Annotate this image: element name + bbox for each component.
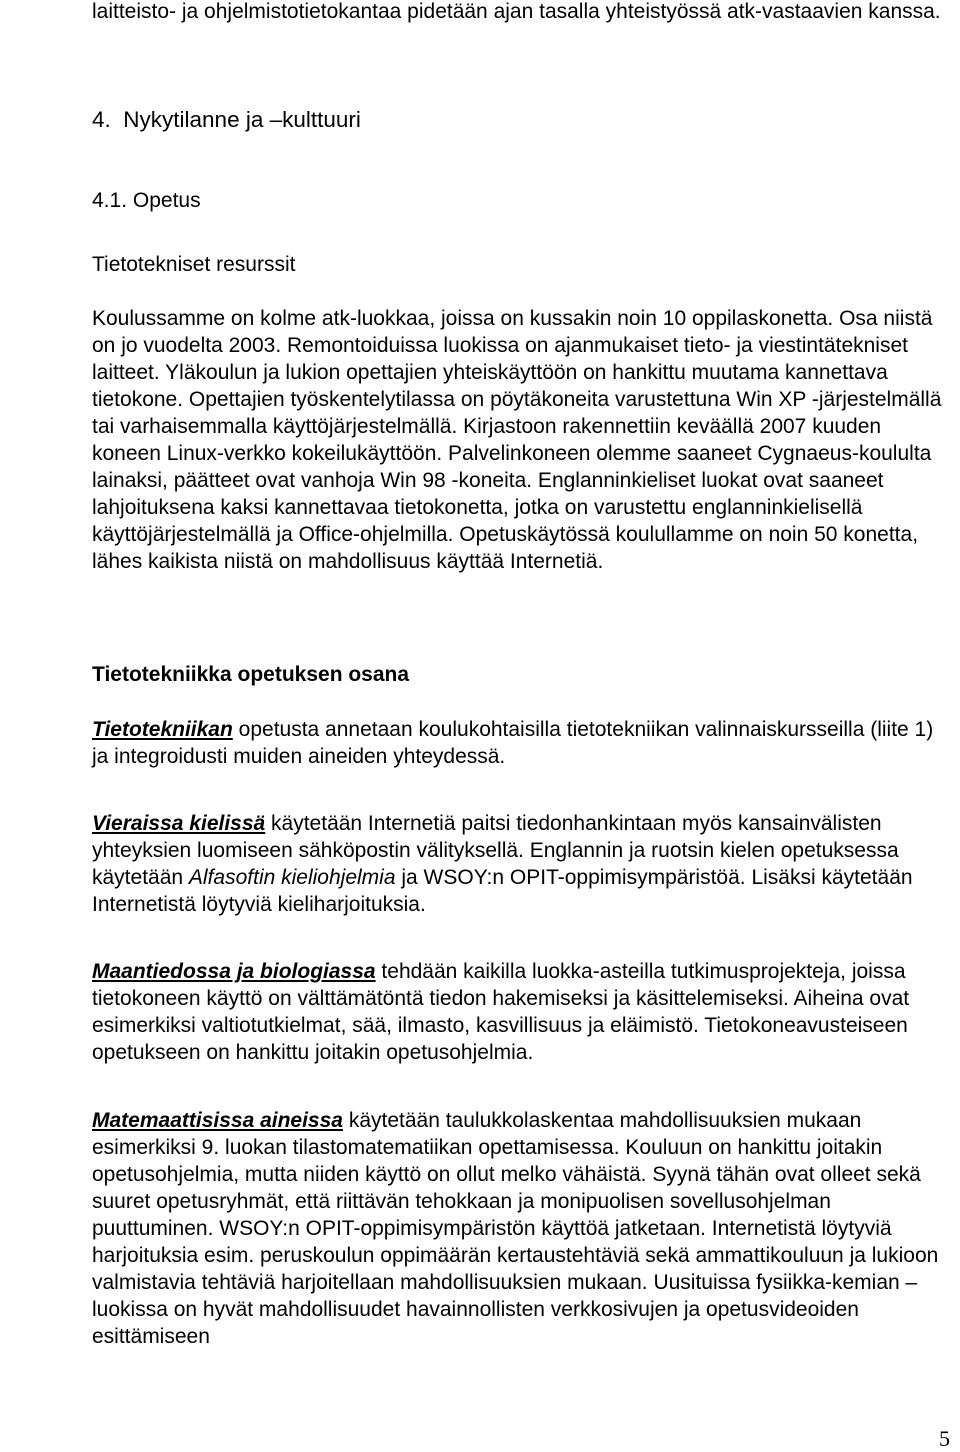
- teaching-paragraph-languages: [92, 810, 944, 918]
- paragraph-text: käytetään Internetiä paitsi tiedonhankintaan myös kansainvälisten yhteyksien luomiseen sähköpostin välityksellä. Englannin ja ruotsin kielen opetuksessa käytetään: [92, 812, 899, 889]
- subsection-heading: [92, 187, 944, 214]
- subject-lead-geography-biology: Maantiedossa ja biologiassa: [92, 960, 376, 983]
- page-number: 5: [939, 1426, 950, 1451]
- teaching-paragraph-geography-biology: [92, 958, 944, 1066]
- paragraph-text: tehdään kaikilla luokka-asteilla tutkimusprojekteja, joissa tietokoneen käyttö on välttämätöntä tiedon hakemiseksi ja käsittelemiseksi. Aiheina ovat esimerkiksi valtiotutkielmat, sää, ilmasto, kasvillisuus ja eläimistö. Tietokoneavusteiseen opetukseen on hankittu joitakin opetusohjelmia.: [92, 960, 910, 1064]
- teaching-paragraph-math: [92, 1107, 944, 1350]
- teaching-paragraph-ict: [92, 716, 944, 770]
- paragraph-text: opetusta annetaan koulukohtaisilla tietotekniikan valinnaiskursseilla (liite 1) ja integroidusti muiden aineiden yhteydessä.: [92, 718, 934, 768]
- software-name: Alfasoftin kieliohjelmia: [188, 866, 396, 889]
- resources-paragraph: Koulussamme on kolme atk-luokkaa, joissa on kussakin noin 10 oppilaskonetta. Osa niistä on jo vuodelta 2003. Remontoiduissa luokissa on ajanmukaiset tieto- ja viestintätekniset laitteet. Yläkoulun ja lukion opettajien yhteiskäyttöön on hankittu muutama kannettava tietokone. Opettajien työskentelytilassa on pöytäkoneita varustettuna Win XP -järjestelmällä tai varhaisemmalla käyttöjärjestelmällä. Kirjastoon rakennettiin keväällä 2007 kuuden koneen Linux-verkko kokeilukäyttöön. Palvelinkoneen olemme saaneet Cygnaeus-koululta lainaksi, päätteet ovat vanhoja Win 98 -koneita. Englanninkieliset luokat ovat saaneet lahjoituksena kaksi kannettavaa tietokonetta, jotka on varustettu englanninkielisellä käyttöjärjestelmällä ja Office-ohjelmilla. Opetuskäytössä koulullamme on noin 50 konetta, lähes kaikista niistä on mahdollisuus käyttää Internetiä.: [92, 307, 942, 573]
- intro-paragraph: laitteisto- ja ohjelmistotietokantaa pidetään ajan tasalla yhteistyössä atk-vastaavien kanssa.: [92, 0, 941, 23]
- paragraph-text: käytetään taulukkolaskentaa mahdollisuuksien mukaan esimerkiksi 9. luokan tilastomatematiikan opettamisessa. Kouluun on hankittu joitakin opetusohjelmia, mutta niiden käyttö on ollut melko vähäistä. Syynä tähän ovat olleet sekä suuret opetusryhmät, että riittävän tehokkaan ja monipuolisen sovellusohjelman puuttuminen. WSOY:n OPIT-oppimisympäristön käyttöä jatketaan. Internetistä löytyviä harjoituksia esim. peruskoulun oppimäärän kertaustehtäviä sekä ammattikouluun ja lukioon valmistavia tehtäviä harjoitellaan mahdollisuuksien mukaan. Uusituissa fysiikka-kemian –luokissa on hyvät mahdollisuudet havainnollisten verkkosivujen ja opetusvideoiden esittämiseen: [92, 1109, 939, 1348]
- subsection-title: Opetus: [132, 189, 201, 212]
- subject-lead-math: Matemaattisissa aineissa: [92, 1109, 343, 1132]
- paragraph-text: ja WSOY:n OPIT-oppimisympäristöä. Lisäksi käytetään Internetistä löytyviä kieliharjoituksia.: [92, 866, 913, 916]
- resources-heading: Tietotekniset resurssit: [92, 253, 296, 276]
- section-title: Nykytilanne ja –kulttuuri: [123, 107, 361, 132]
- subject-lead-languages: Vieraissa kielissä: [92, 812, 266, 835]
- subject-lead-ict: Tietotekniikan: [92, 718, 233, 741]
- section-number: 4.: [92, 107, 111, 132]
- teaching-heading: Tietotekniikka opetuksen osana: [92, 663, 410, 686]
- section-heading: [92, 106, 944, 133]
- subsection-number: 4.1.: [92, 189, 128, 212]
